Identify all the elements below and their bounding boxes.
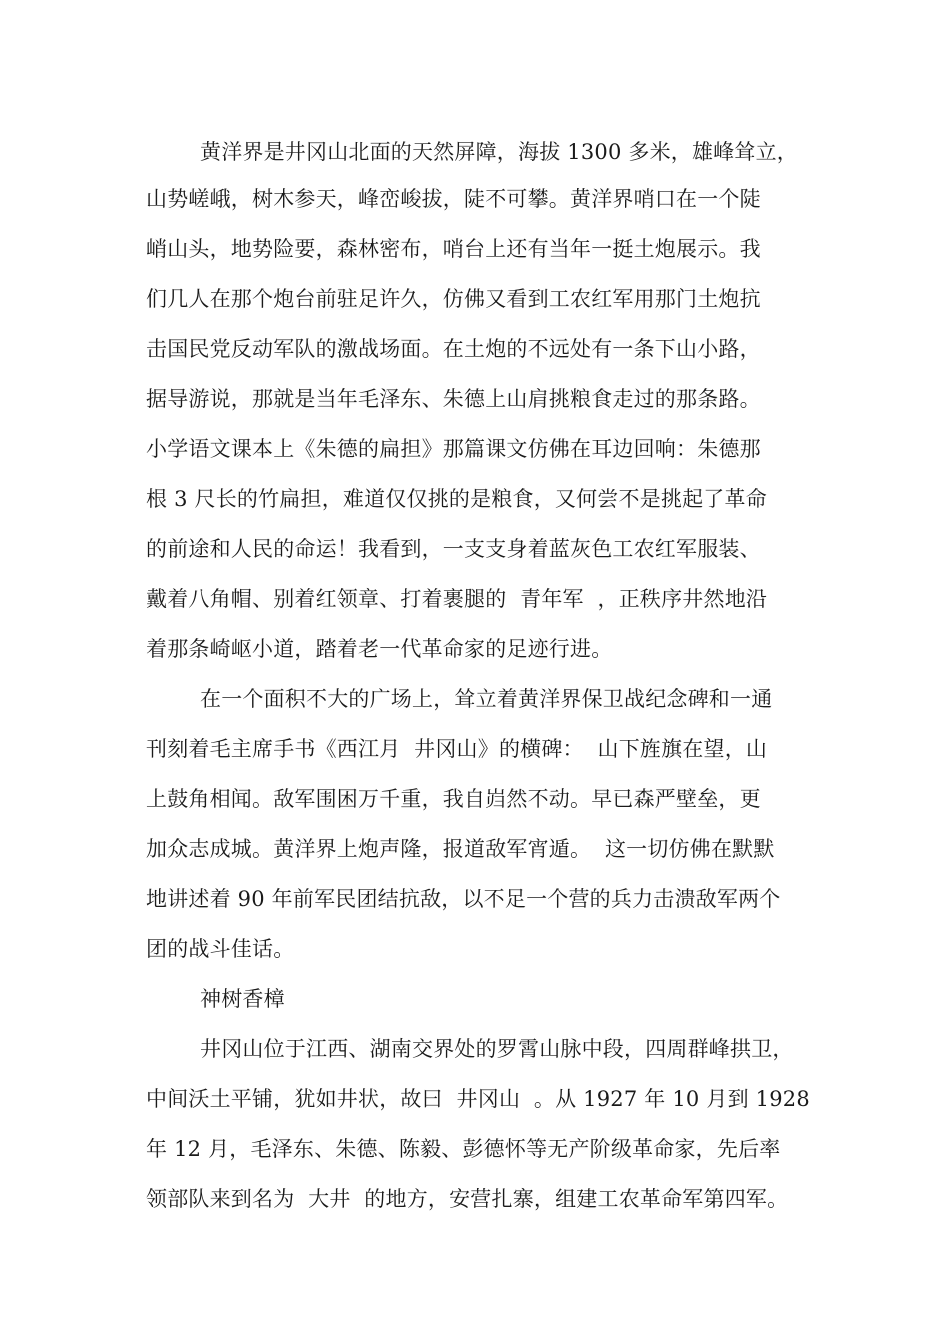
section-heading: 神树香樟 xyxy=(200,987,285,1011)
paragraph-1-line-2: 山势嵯峨，树木参天，峰峦峻拔，陡不可攀。黄洋界哨口在一个陡 xyxy=(146,187,761,211)
paragraph-2-line-3: 上鼓角相闻。敌军围困万千重，我自岿然不动。早已森严壁垒，更 xyxy=(146,787,761,811)
paragraph-2-line-4: 加众志成城。黄洋界上炮声隆，报道敌军宵遁。 这一切仿佛在默默 xyxy=(146,837,775,861)
paragraph-1-line-11: 着那条崎岖小道，踏着老一代革命家的足迹行进。 xyxy=(146,637,613,661)
paragraph-1-line-1: 黄洋界是井冈山北面的天然屏障，海拔 1300 多米，雄峰耸立， xyxy=(200,140,798,164)
paragraph-2-line-6: 团的战斗佳话。 xyxy=(146,937,295,961)
paragraph-2-line-2: 刊刻着毛主席手书《西江月 井冈山》的横碑： 山下旌旗在望，山 xyxy=(146,737,768,761)
paragraph-1-line-6: 据导游说，那就是当年毛泽东、朱德上山肩挑粮食走过的那条路。 xyxy=(146,387,761,411)
paragraph-3-line-3: 年 12 月，毛泽东、朱德、陈毅、彭德怀等无产阶级革命家，先后率 xyxy=(146,1137,781,1161)
paragraph-3-line-1: 井冈山位于江西、湖南交界处的罗霄山脉中段，四周群峰拱卫， xyxy=(200,1037,794,1061)
paragraph-1-line-8: 根 3 尺长的竹扁担，难道仅仅挑的是粮食，又何尝不是挑起了革命 xyxy=(146,487,767,511)
paragraph-1-line-7: 小学语文课本上《朱德的扁担》那篇课文仿佛在耳边回响：朱德那 xyxy=(146,437,761,461)
paragraph-2-line-1: 在一个面积不大的广场上，耸立着黄洋界保卫战纪念碑和一通 xyxy=(200,687,773,711)
paragraph-2-line-5: 地讲述着 90 年前军民团结抗敌，以不足一个营的兵力击溃敌军两个 xyxy=(146,887,781,911)
paragraph-3-line-4: 领部队来到名为 大井 的地方，安营扎寨，组建工农革命军第四军。 xyxy=(146,1187,789,1211)
paragraph-1-line-5: 击国民党反动军队的激战场面。在土炮的不远处有一条下山小路， xyxy=(146,337,761,361)
paragraph-3-line-2: 中间沃土平铺，犹如井状，故曰 井冈山 。从 1927 年 10 月到 1928 xyxy=(146,1087,810,1111)
paragraph-1-line-3: 峭山头，地势险要，森林密布，哨台上还有当年一挺土炮展示。我 xyxy=(146,237,761,261)
paragraph-1-line-10: 戴着八角帽、别着红领章、打着裹腿的 青年军 ，正秩序井然地沿 xyxy=(146,587,768,611)
paragraph-1-line-9: 的前途和人民的命运！我看到，一支支身着蓝灰色工农红军服装、 xyxy=(146,537,761,561)
paragraph-1-line-4: 们几人在那个炮台前驻足许久，仿佛又看到工农红军用那门土炮抗 xyxy=(146,287,761,311)
